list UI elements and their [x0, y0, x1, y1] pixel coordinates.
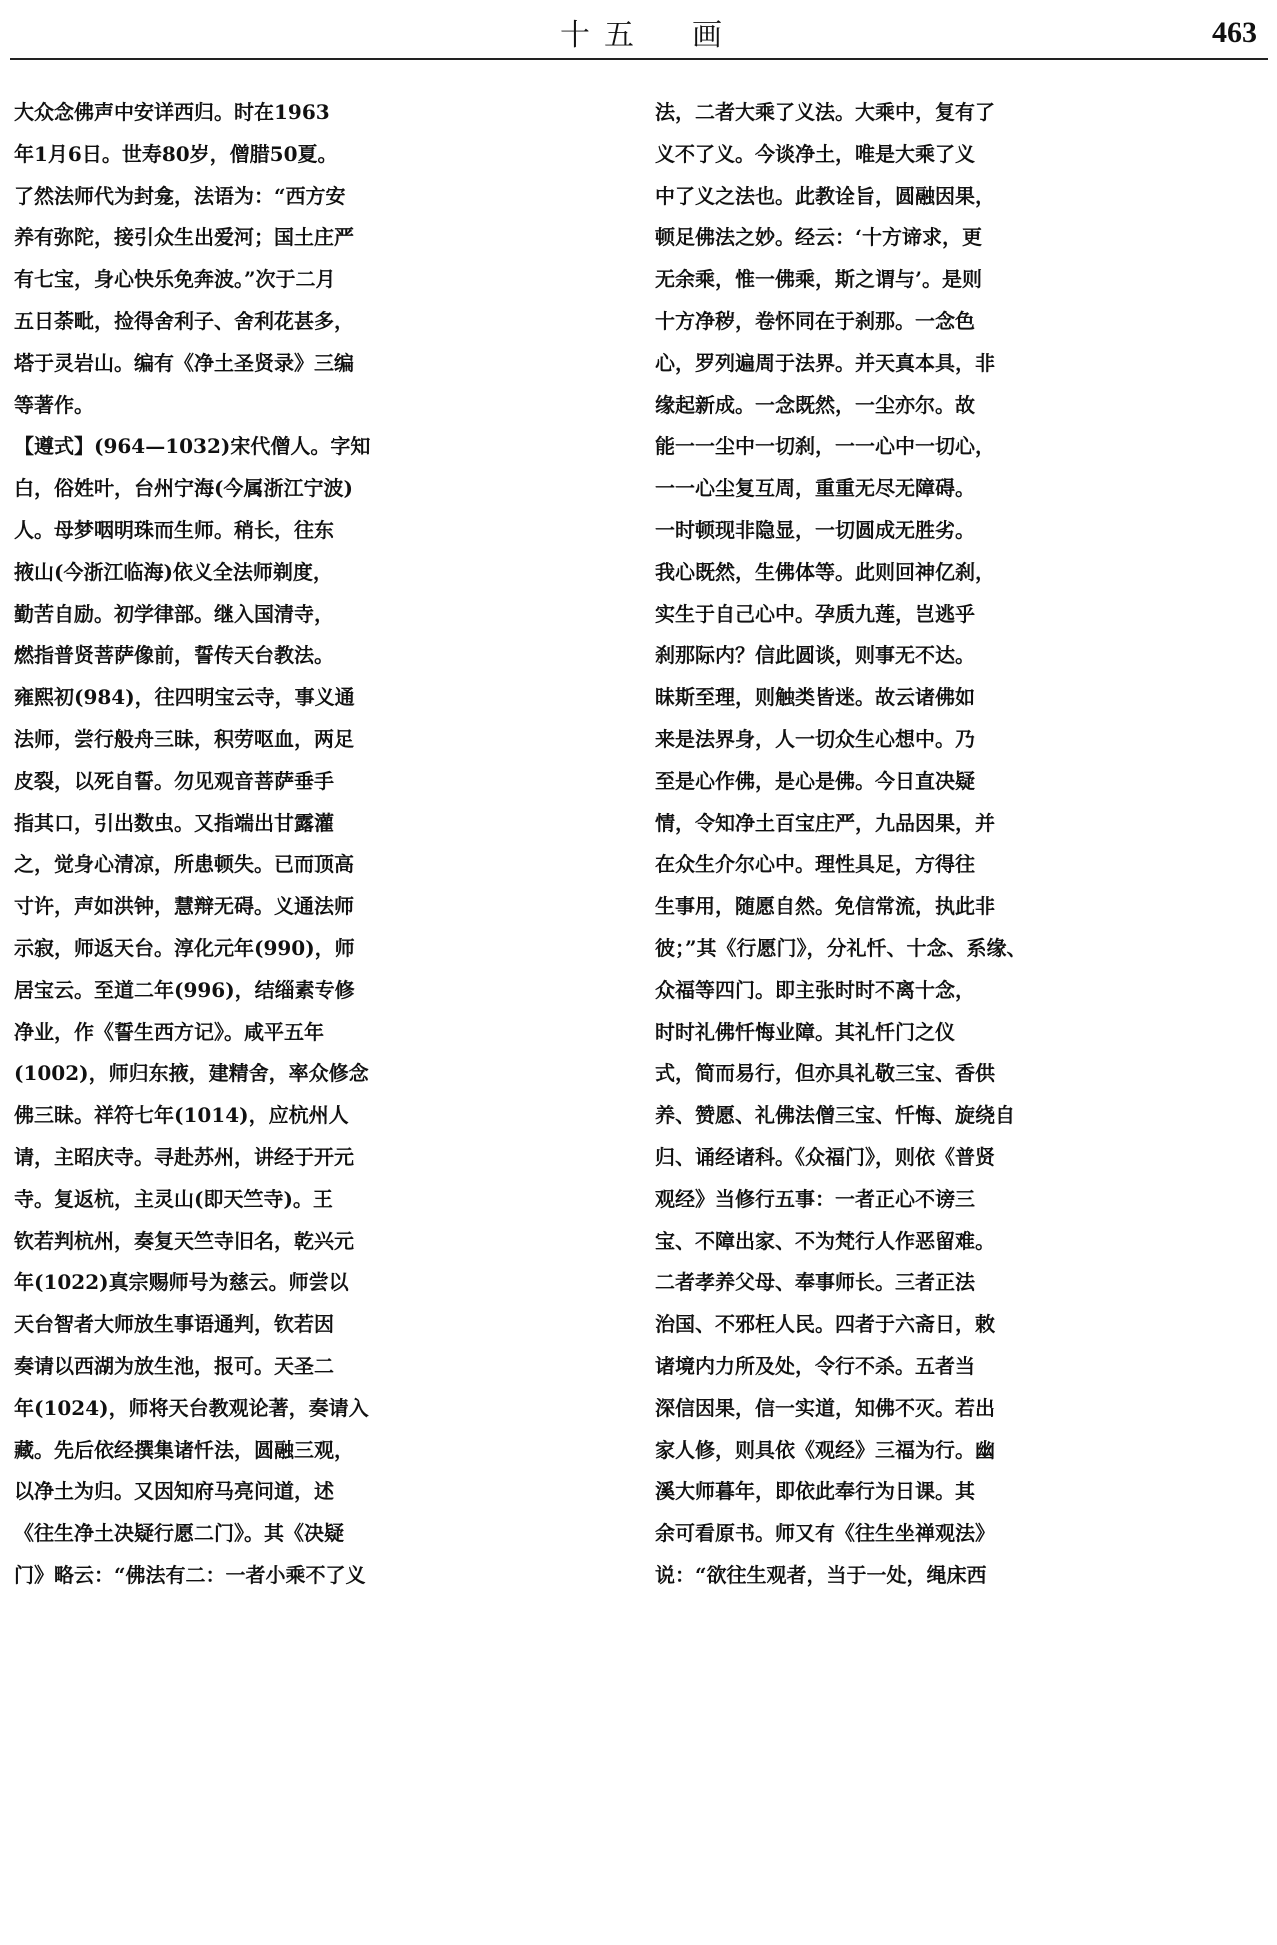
text-line: 奏请以西湖为放生池，报可。天圣二 [14, 1353, 334, 1378]
text-line: 情，令知净土百宝庄严，九品因果，并 [655, 810, 995, 835]
right-column [655, 92, 1265, 1597]
text-line: 缘起新成。一念既然，一尘亦尔。故 [655, 392, 975, 417]
left-column [14, 92, 624, 1597]
text-line: 家人修，则具依《观经》三福为行。幽 [655, 1437, 995, 1462]
text-line: 年1月6日。世寿80岁，僧腊50夏。 [14, 141, 338, 166]
page-header [0, 0, 1277, 62]
text-line: 之，觉身心清凉，所患顿失。已而顶高 [14, 852, 354, 877]
text-line: (1002)，师归东掖，建精舍，率众修念 [14, 1061, 369, 1086]
text-line: 请，主昭庆寺。寻赴苏州，讲经于开元 [14, 1144, 354, 1169]
text-line: 居宝云。至道二年(996)，结缁素专修 [14, 977, 355, 1002]
text-line: 溪大师暮年，即依此奉行为日课。其 [655, 1479, 975, 1504]
text-line: 了然法师代为封龛，法语为：“西方安 [14, 183, 346, 208]
text-line: 治国、不邪枉人民。四者于六斋日，敕 [655, 1312, 995, 1337]
text-line: 天台智者大师放生事语通判，钦若因 [14, 1312, 334, 1337]
text-line: 生事用，随愿自然。免信常流，执此非 [655, 894, 995, 919]
text-line: 余可看原书。师又有《往生坐禅观法》 [655, 1521, 995, 1546]
text-line: 众福等四门。即主张时时不离十念， [655, 977, 975, 1002]
text-line: 顿足佛法之妙。经云：‘十方谛求，更 [655, 225, 982, 250]
text-line: 示寂，师返天台。淳化元年(990)，师 [14, 935, 355, 960]
text-line: 彼；”其《行愿门》，分礼忏、十念、系缘、 [655, 935, 1027, 960]
text-line: 至是心作佛，是心是佛。今日直决疑 [655, 768, 975, 793]
text-line: 【遵式】(964—1032)宋代僧人。字知 [14, 434, 371, 459]
text-line: 五日荼毗，捡得舍利子、舍利花甚多， [14, 308, 354, 333]
text-line: 大众念佛声中安详西归。时在1963 [14, 100, 330, 124]
text-line: 指其口，引出数虫。又指端出甘露灌 [14, 810, 334, 835]
text-line: 塔于灵岩山。编有《净土圣贤录》三编 [14, 350, 354, 375]
text-line: 寸许，声如洪钟，慧辩无碍。义通法师 [14, 894, 354, 919]
text-line: 养有弥陀，接引众生出爱河；国土庄严 [14, 225, 354, 250]
text-line: 皮裂，以死自誓。勿见观音菩萨垂手 [14, 768, 334, 793]
text-line: 实生于自己心中。孕质九莲，岂逃乎 [655, 601, 975, 626]
text-line: 能一一尘中一切刹，一一心中一切心， [655, 434, 995, 459]
text-line: 刹那际内？信此圆谈，则事无不达。 [655, 643, 975, 668]
text-line: 来是法界身，人一切众生心想中。乃 [655, 726, 975, 751]
text-line: 一一心尘复互周，重重无尽无障碍。 [655, 476, 975, 501]
text-line: 门》略云：“佛法有二：一者小乘不了义 [14, 1562, 366, 1587]
text-line: 诸境内力所及处，令行不杀。五者当 [655, 1353, 975, 1378]
text-line: 白，俗姓叶，台州宁海(今属浙江宁波) [14, 476, 353, 501]
text-line: 燃指普贤菩萨像前，誓传天台教法。 [14, 643, 334, 668]
text-line: 有七宝，身心快乐免奔波。”次于二月 [14, 267, 336, 292]
text-line: 无余乘，惟一佛乘，斯之谓与’。是则 [655, 267, 982, 292]
text-line: 宝、不障出家、不为梵行人作恶留难。 [655, 1228, 995, 1253]
text-line: 寺。复返杭，主灵山(即天竺寺)。王 [14, 1186, 333, 1211]
text-line: 法，二者大乘了义法。大乘中，复有了 [655, 100, 995, 124]
text-line: 昧斯至理，则触类皆迷。故云诸佛如 [655, 685, 975, 710]
text-line: 观经》当修行五事：一者正心不谤三 [655, 1186, 975, 1211]
text-line: 法师，尝行般舟三昧，积劳呕血，两足 [14, 726, 354, 751]
running-head: 十五 画 [560, 18, 736, 53]
text-line: 一时顿现非隐显，一切圆成无胜劣。 [655, 517, 975, 542]
text-line: 时时礼佛忏悔业障。其礼忏门之仪 [655, 1019, 955, 1044]
text-line: 等著作。 [14, 392, 94, 417]
text-line: 佛三昧。祥符七年(1014)，应杭州人 [14, 1103, 349, 1128]
text-line: 勤苦自励。初学律部。继入国清寺， [14, 601, 334, 626]
text-line: 中了义之法也。此教诠旨，圆融因果， [655, 183, 995, 208]
text-line: 养、赞愿、礼佛法僧三宝、忏悔、旋绕自 [655, 1103, 1015, 1128]
text-line: 二者孝养父母、奉事师长。三者正法 [655, 1270, 975, 1295]
page-number: 463 [1212, 16, 1257, 49]
text-line: 深信因果，信一实道，知佛不灭。若出 [655, 1395, 995, 1420]
text-line: 在众生介尔心中。理性具足，方得往 [655, 852, 975, 877]
header-rule [10, 58, 1268, 60]
text-line: 人。母梦咽明珠而生师。稍长，往东 [14, 517, 334, 542]
text-line: 式，简而易行，但亦具礼敬三宝、香供 [655, 1061, 995, 1086]
text-line: 心，罗列遍周于法界。并天真本具，非 [655, 350, 995, 375]
text-line: 《往生净土决疑行愿二门》。其《决疑 [14, 1521, 344, 1546]
text-line: 净业，作《誓生西方记》。咸平五年 [14, 1019, 324, 1044]
text-line: 义不了义。今谈净土，唯是大乘了义 [655, 141, 975, 166]
text-line: 十方净秽，卷怀同在于刹那。一念色 [655, 308, 975, 333]
text-line: 说：“欲往生观者，当于一处，绳床西 [655, 1562, 987, 1587]
text-line: 我心既然，生佛体等。此则回神亿刹， [655, 559, 995, 584]
text-line: 年(1022)真宗赐师号为慈云。师尝以 [14, 1270, 349, 1295]
text-line: 归、诵经诸科。《众福门》，则依《普贤 [655, 1144, 995, 1169]
text-line: 藏。先后依经撰集诸忏法，圆融三观， [14, 1437, 354, 1462]
text-line: 以净土为归。又因知府马亮问道，述 [14, 1479, 334, 1504]
text-line: 掖山(今浙江临海)依义全法师剃度， [14, 559, 333, 584]
text-line: 雍熙初(984)，往四明宝云寺，事义通 [14, 685, 355, 710]
text-line: 钦若判杭州，奏复天竺寺旧名，乾兴元 [14, 1228, 354, 1253]
text-line: 年(1024)，师将天台教观论著，奏请入 [14, 1395, 369, 1420]
